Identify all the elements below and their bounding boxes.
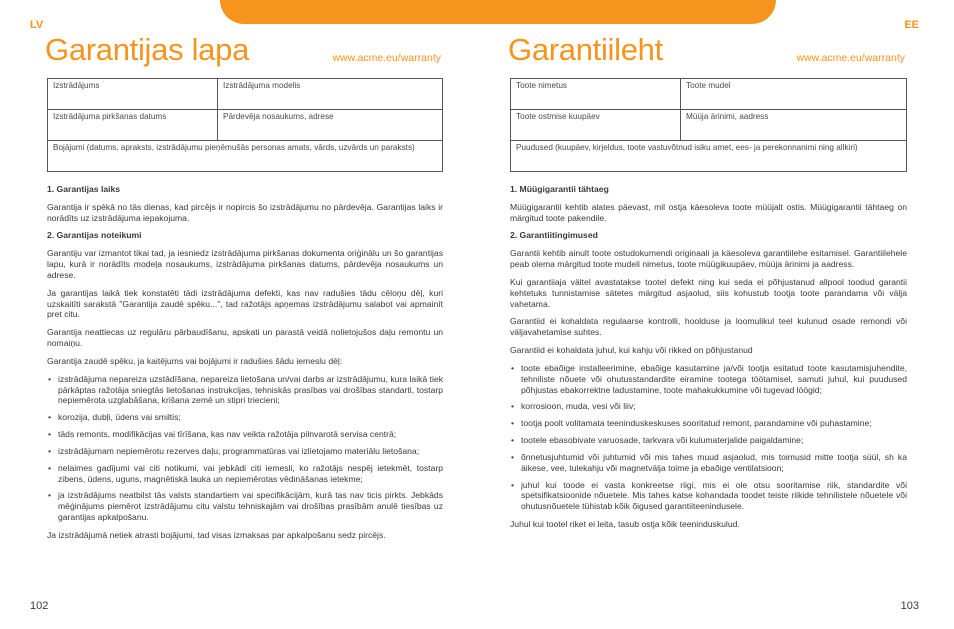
- page-left-lv: [30, 0, 443, 629]
- list-item: • juhul kui toode ei vasta konkreetse riigi, mis ei ole otsu sooritamise riik, standardite või spetsifikatsioonide nõuetele. Mis tahes katse kohandada toodet teiste riikide tehnilistele nõuetele või ohutusnõuetele tühistab kõik õigused garantiiteenindusele.: [510, 480, 907, 512]
- defects-field: Puudused (kuupäev, kirjeldus, toote vastuvõtnud isiku amet, ees- ja perekonnanimi ning allkiri): [511, 141, 907, 172]
- seller-field: Pārdevēja nosaukums, adrese: [218, 110, 443, 141]
- paragraph: Ja garantijas laikā tiek konstatēti tādi izstrādājuma defekti, kas nav radušies tādu cēloņu dēļ, kuri uzskaitīti sarakstā "Garantija zaudē spēku...", tad ražotājs apņemas izstrādājumu salabot vai apmainīt pret citu.: [47, 287, 443, 320]
- list-item: • korrosioon, muda, vesi või liiv;: [510, 401, 907, 412]
- exclusions-list: [47, 374, 443, 523]
- paragraph: Ja izstrādājumā netiek atrasti bojājumi, tad visas izmaksas par apkalpošanu sedz pircējs.: [47, 529, 386, 540]
- warranty-url: www.acme.eu/warranty: [796, 52, 905, 64]
- language-label: EE: [904, 19, 919, 31]
- paragraph: Juhul kui tootel riket ei leita, tasub ostja kõik teeninduskulud.: [510, 519, 740, 530]
- language-label: LV: [30, 19, 44, 31]
- list-item: • õnnetusjuhtumid või juhtumid või mis tahes muud asjaolud, mis toimusid mitte tootja süül, sh ka äikese, vee, tulekahju või magnetvälja toime ja ebaõige ventilatsioon;: [510, 452, 907, 474]
- list-item: • izstrādājuma nepareiza uzstādīšana, nepareiza lietošana un/vai darbs ar izstrādājumu, kura laikā tiek pārkāptas ražotāja sniegtās lietošanas instrukcijas, tehniskās prasības vai drošības standarti, tostarp nepiemērota uzglabāšana, krišana zemē un stipri triecieni;: [47, 374, 443, 406]
- page-title: Garantijas lapa: [45, 32, 250, 67]
- paragraph: Garantiju var izmantot tikai tad, ja iesniedz izstrādājuma pirkšanas dokumenta oriģinālu un šo garantijas lapu, kurā ir norādīts modeļa nosaukums, izstrādājuma pirkšanas datums, pārdevēja nosaukums un adrese.: [47, 248, 443, 280]
- paragraph: Garantii kehtib ainult toote ostudokumendi originaali ja käesoleva garantiilehe esitamisel. Garantiilehele peab olema märgitud toote mudeli nimetus, toote müügikuupäev, müüja ärinimi ja aadress.: [510, 248, 907, 270]
- section-heading: 1. Müügigarantii tähtaeg: [510, 184, 609, 194]
- page-right-ee: [508, 0, 919, 629]
- warranty-terms: [47, 184, 443, 548]
- product-field: Izstrādājums: [48, 79, 218, 110]
- paragraph: Kui garantiiaja vältel avastatakse tootel defekt ning kui seda ei põhjustanud allpool toodud garantii kehtetuks tunnistamise sätetes märgitud asjaolud, siis kohustub tootja toote parandama või välja vahetama.: [510, 276, 907, 309]
- paragraph: Garantija ir spēkā no tās dienas, kad pircējs ir nopircis šo izstrādājumu no pārdevēja. Garantijas laiks ir norādīts uz izstrādājuma iepakojuma.: [47, 201, 443, 223]
- model-field: Toote mudel: [681, 79, 907, 110]
- purchase-date-field: Toote ostmise kuupäev: [511, 110, 681, 141]
- section-heading: 1. Garantijas laiks: [47, 184, 121, 194]
- section-heading: 2. Garantijas noteikumi: [47, 230, 142, 241]
- list-item: • nelaimes gadījumi vai citi notikumi, vai jebkādi citi iemesli, ko ražotājs nespēj ietekmēt, tostarp zibens, ūdens, uguns, magnētiskā lauka un nepiemērotas vēdināšanas ietekme;: [47, 463, 443, 485]
- list-item: • izstrādājumam nepiemērotu rezerves daļu, programmatūras vai izlietojamo materiālu lietošana;: [47, 446, 443, 457]
- paragraph: Müügigarantii kehtib alates päevast, mil ostja käesoleva toote müüjalt ostis. Müügigarantii tähtaeg on märgitud toote pakendile.: [510, 201, 907, 223]
- list-item: • tāds remonts, modifikācijas vai tīrīšana, kas nav veikta ražotāja pilnvarotā servisa centrā;: [47, 429, 443, 440]
- model-field: Izstrādājuma modelis: [218, 79, 443, 110]
- list-item: • toote ebaõige installeerimine, ebaõige kasutamine ja/või tootja esitatud toote kasutamisjuhendite, tehniliste nõuete või ohutusstandardite eiramine tootega töötamisel, samuti juhul, kui puudused põhjustas ebakorrektne ladustamine, toote mahakukkumine või tugevad löögid;: [510, 363, 907, 395]
- warranty-form-table: [510, 78, 907, 172]
- warranty-url: www.acme.eu/warranty: [332, 52, 441, 64]
- paragraph: Garantiid ei kohaldata regulaarse kontrolli, hoolduse ja loomulikul teel kulunud osade remondi või väljavahetamise suhtes.: [510, 316, 907, 338]
- list-item: • tootele ebasobivate varuosade, tarkvara või kulumaterjalide paigaldamine;: [510, 435, 907, 446]
- page-title: Garantiileht: [508, 32, 663, 67]
- purchase-date-field: Izstrādājuma pirkšanas datums: [48, 110, 218, 141]
- seller-field: Müüja ärinimi, aadress: [681, 110, 907, 141]
- paragraph: Garantiid ei kohaldata juhul, kui kahju või rikked on põhjustanud: [510, 345, 753, 356]
- page-number: 103: [900, 600, 919, 612]
- product-field: Toote nimetus: [511, 79, 681, 110]
- page-number: 102: [30, 600, 49, 612]
- list-item: • tootja poolt volitamata teeninduskeskuses sooritatud remont, parandamine või puhastamine;: [510, 418, 907, 429]
- list-item: • korozija, dubļi, ūdens vai smiltis;: [47, 412, 443, 423]
- exclusions-list: [510, 363, 907, 512]
- warranty-form-table: [47, 78, 443, 172]
- paragraph: Garantija zaudē spēku, ja kaitējums vai bojājumi ir radušies šādu iemeslu dēļ:: [47, 355, 343, 366]
- section-heading: 2. Garantiitingimused: [510, 230, 598, 241]
- list-item: • ja izstrādājums neatbilst tās valsts standartiem vai specifikācijām, kurā tas nav ticis pirkts. Jebkāds mēģinājums piemērot izstrādājumu citu valstu tehniskajām vai drošības prasībām anulē tiesības uz garantijas apkalpošanu.: [47, 490, 443, 522]
- warranty-terms: [510, 184, 907, 537]
- paragraph: Garantija neattiecas uz regulāru pārbaudīšanu, apskati un parastā veidā nolietojušos daļu remontu un nomaiņu.: [47, 327, 443, 349]
- defects-field: Bojājumi (datums, apraksts, izstrādājumu pieņēmušās personas amats, vārds, uzvārds un paraksts): [48, 141, 443, 172]
